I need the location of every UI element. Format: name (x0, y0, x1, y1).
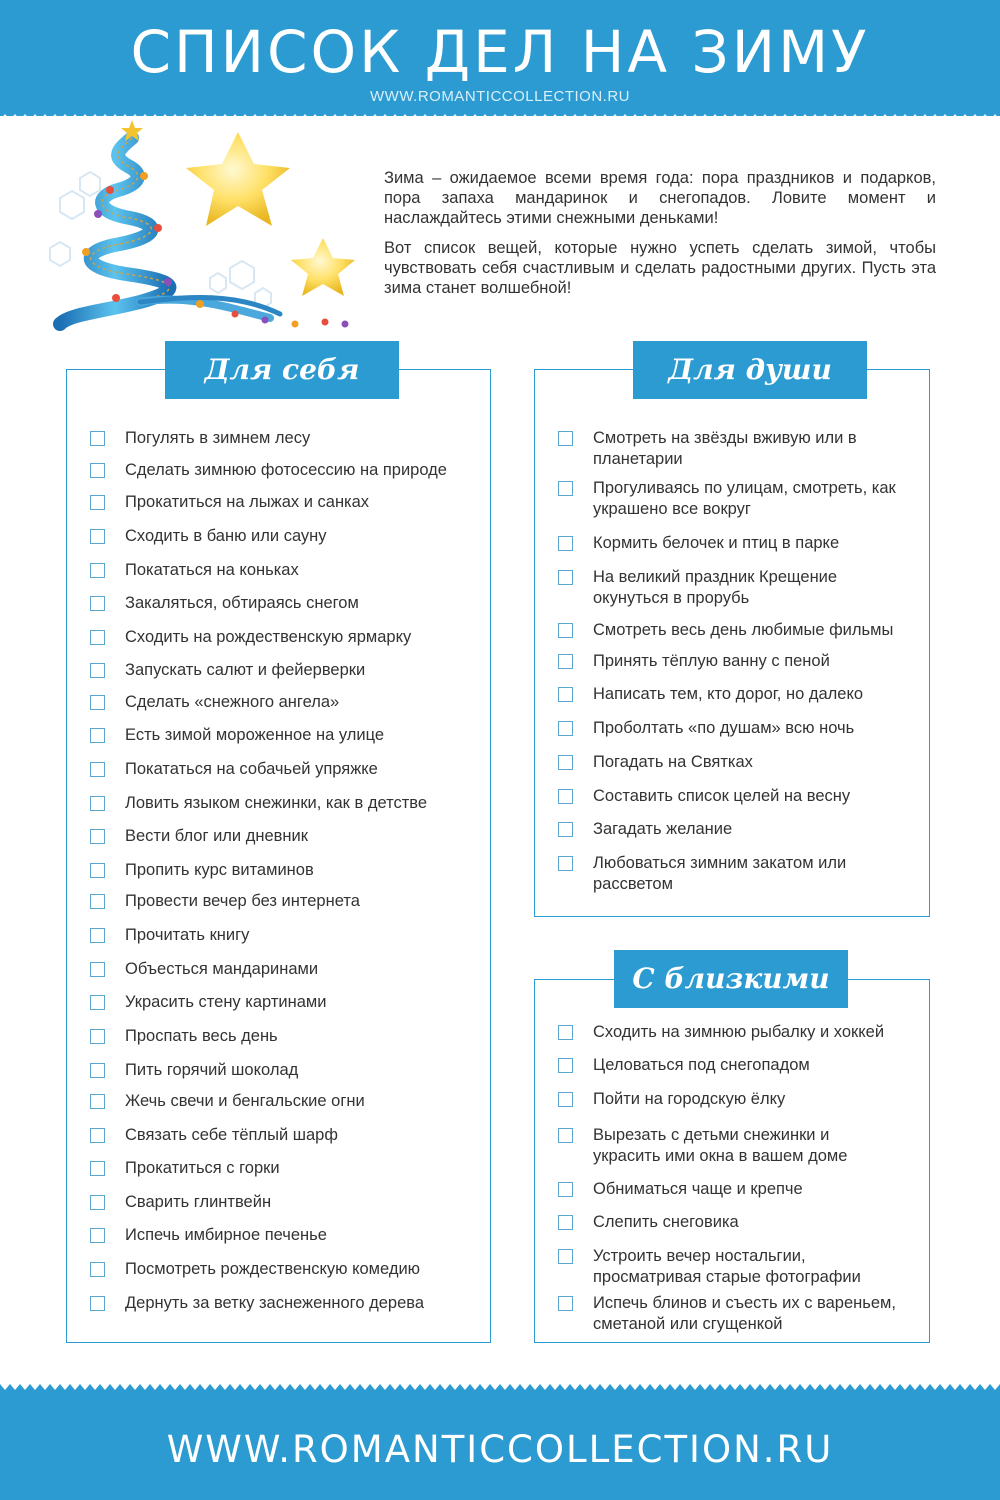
checklist-item-label: Составить список целей на весну (593, 787, 851, 805)
checkbox[interactable] (90, 663, 105, 678)
checklist-item[interactable] (90, 1259, 470, 1280)
checklist-item-label: Жечь свечи и бенгальские огни (125, 1092, 365, 1110)
checklist-item-label: Сделать зимнюю фотосессию на природе (125, 461, 447, 479)
checkbox[interactable] (558, 1215, 573, 1230)
checklist-item[interactable] (558, 1293, 898, 1335)
checklist-item[interactable] (90, 925, 470, 946)
checklist-item-label: Посмотреть рождественскую комедию (125, 1260, 421, 1278)
checkbox[interactable] (90, 728, 105, 743)
checklist-item-label: Пойти на городскую ёлку (593, 1090, 786, 1108)
checkbox[interactable] (558, 856, 573, 871)
checklist-item-label: Смотреть весь день любимые фильмы (593, 621, 894, 639)
checkbox[interactable] (90, 762, 105, 777)
checklist-item[interactable] (90, 1026, 470, 1047)
checkbox[interactable] (90, 596, 105, 611)
checkbox[interactable] (90, 1029, 105, 1044)
checkbox[interactable] (558, 789, 573, 804)
checkbox[interactable] (558, 1249, 573, 1264)
checklist-item[interactable] (90, 1158, 470, 1179)
checklist-item-label: Прочитать книгу (125, 926, 250, 944)
checklist-item-label: Сходить в баню или сауну (125, 527, 327, 545)
checklist-item[interactable] (90, 526, 470, 547)
checklist-item-label: Пить горячий шоколад (125, 1061, 299, 1079)
checklist-item[interactable] (558, 1022, 898, 1043)
checklist-item[interactable] (90, 826, 470, 847)
checkbox[interactable] (558, 1025, 573, 1040)
checklist-item-label: Запускать салют и фейерверки (125, 661, 366, 679)
checkbox[interactable] (558, 1058, 573, 1073)
checkbox[interactable] (558, 1128, 573, 1143)
checklist-item[interactable] (90, 692, 470, 713)
checklist-item[interactable] (558, 1089, 898, 1110)
intro-text (384, 168, 936, 308)
checklist-item-label: Проболтать «по душам» всю ночь (593, 719, 855, 737)
checklist-item-label: Украсить стену картинами (125, 993, 327, 1011)
checklist-item[interactable] (90, 860, 470, 881)
checklist-item[interactable] (90, 492, 470, 513)
checklist-item-label: На великий праздник Крещение окунуться в прорубь (593, 568, 838, 607)
checklist-item-label: Ловить языком снежинки, как в детстве (125, 794, 428, 812)
checklist-item[interactable] (90, 725, 470, 746)
checklist-item-label: Целоваться под снегопадом (593, 1056, 810, 1074)
checklist-item-label: Обниматься чаще и крепче (593, 1180, 803, 1198)
checkbox[interactable] (558, 721, 573, 736)
checkbox[interactable] (90, 695, 105, 710)
checkbox[interactable] (558, 431, 573, 446)
checklist-item-label: Вести блог или дневник (125, 827, 308, 845)
header-url: WWW.ROMANTICCOLLECTION.RU (370, 88, 630, 105)
checkbox[interactable] (90, 1195, 105, 1210)
checklist-item[interactable] (90, 460, 470, 481)
checkbox[interactable] (90, 894, 105, 909)
checklist-item-label: Покататься на коньках (125, 561, 299, 579)
section-loved-title: С близкими (614, 950, 848, 1008)
intro-paragraph-2: Вот список вещей, которые нужно успеть сделать зимой, чтобы чувствовать себя счастливым и сделать радостными других. Пусть эта зима станет волшебной! (384, 239, 936, 297)
checklist-item[interactable] (558, 1179, 898, 1200)
section-self (66, 369, 491, 1343)
medium-star-icon (291, 238, 355, 296)
checkbox[interactable] (90, 529, 105, 544)
intro-paragraph-1: Зима – ожидаемое всеми время года: пора праздников и подарков, пора запаха мандаринок и снегопадов. Ловите момент и наслаждайтесь этими снежными деньками! (384, 169, 936, 227)
checkbox[interactable] (558, 570, 573, 585)
zigzag-border (0, 1384, 1000, 1392)
section-soul (534, 369, 930, 917)
checklist-item-label: Проспать весь день (125, 1027, 278, 1045)
checkbox[interactable] (90, 1262, 105, 1277)
checkbox[interactable] (90, 928, 105, 943)
checklist-item-label: Вырезать с детьми снежинки и украсить ими окна в вашем доме (593, 1126, 848, 1165)
checklist-item[interactable] (90, 759, 470, 780)
checklist-item[interactable] (558, 567, 898, 609)
checkbox[interactable] (558, 481, 573, 496)
christmas-tree-illustration (40, 118, 380, 340)
checklist-item[interactable] (558, 1055, 898, 1076)
checklist-item[interactable] (558, 620, 898, 641)
checklist-item-label: Погулять в зимнем лесу (125, 429, 311, 447)
checklist-item[interactable] (558, 853, 898, 895)
checklist-item[interactable] (558, 651, 898, 672)
checklist-item-label: Любоваться зимним закатом или рассветом (593, 854, 847, 893)
checklist-item[interactable] (90, 660, 470, 681)
checkbox[interactable] (90, 1161, 105, 1176)
checklist-item-label: Принять тёплую ванну с пеной (593, 652, 830, 670)
checkbox[interactable] (558, 755, 573, 770)
checkbox[interactable] (90, 563, 105, 578)
checkbox[interactable] (558, 536, 573, 551)
checklist-item-label: Пропить курс витаминов (125, 861, 314, 879)
checklist-item-label: Прогуливаясь по улицам, смотреть, как украшено все вокруг (593, 479, 896, 518)
checklist-item[interactable] (90, 793, 470, 814)
checklist-item[interactable] (558, 752, 898, 773)
checklist-item-label: Устроить вечер ностальгии, просматривая старые фотографии (593, 1247, 861, 1286)
checklist-item-label: Прокатиться с горки (125, 1159, 280, 1177)
checklist-item[interactable] (90, 959, 470, 980)
checklist-item-label: Загадать желание (593, 820, 733, 838)
checkbox[interactable] (90, 829, 105, 844)
checkbox[interactable] (558, 1092, 573, 1107)
checklist-item-label: Связать себе тёплый шарф (125, 1126, 338, 1144)
checklist-item[interactable] (558, 819, 898, 840)
checklist-item[interactable] (90, 1192, 470, 1213)
section-loved (534, 979, 930, 1343)
checklist-item[interactable] (90, 593, 470, 614)
checkbox[interactable] (558, 822, 573, 837)
checklist-item-label: Сходить на рождественскую ярмарку (125, 628, 412, 646)
checklist-item-label: Прокатиться на лыжах и санках (125, 493, 370, 511)
checklist-item-label: Сделать «снежного ангела» (125, 693, 340, 711)
checkbox[interactable] (90, 431, 105, 446)
checkbox[interactable] (558, 654, 573, 669)
checkbox[interactable] (558, 687, 573, 702)
checklist-item-label: Объесться мандаринами (125, 960, 319, 978)
checklist-item[interactable] (90, 428, 470, 449)
checkbox[interactable] (90, 1063, 105, 1078)
checklist-item-label: Дернуть за ветку заснеженного дерева (125, 1294, 424, 1312)
checklist-item[interactable] (90, 1091, 470, 1112)
checklist-item-label: Покататься на собачьей упряжке (125, 760, 378, 778)
checklist-item[interactable] (90, 1060, 470, 1081)
checkbox[interactable] (558, 1182, 573, 1197)
checklist-item-label: Слепить снеговика (593, 1213, 739, 1231)
checkbox[interactable] (90, 796, 105, 811)
checklist-item[interactable] (558, 684, 898, 705)
checkbox[interactable] (90, 495, 105, 510)
checklist-item-label: Закаляться, обтираясь снегом (125, 594, 359, 612)
checkbox[interactable] (90, 962, 105, 977)
section-self-title: Для себя (165, 341, 399, 399)
checkbox[interactable] (90, 463, 105, 478)
big-star-icon (186, 132, 290, 226)
checklist-item-label: Испечь имбирное печенье (125, 1226, 327, 1244)
checklist-item[interactable] (558, 1212, 898, 1233)
checklist-item-label: Есть зимой мороженное на улице (125, 726, 385, 744)
checklist-item-label: Смотреть на звёзды вживую или в планетарии (593, 429, 857, 468)
checklist-item[interactable] (558, 533, 898, 554)
checklist-item[interactable] (558, 1246, 898, 1288)
checklist-item[interactable] (558, 1125, 898, 1167)
checklist-item-label: Кормить белочек и птиц в парке (593, 534, 840, 552)
checklist-item-label: Сходить на зимнюю рыбалку и хоккей (593, 1023, 885, 1041)
section-soul-title: Для души (633, 341, 867, 399)
checklist-item[interactable] (90, 1293, 470, 1314)
checklist-item-label: Написать тем, кто дорог, но далеко (593, 685, 864, 703)
checklist-item[interactable] (90, 1225, 470, 1246)
checkbox[interactable] (90, 630, 105, 645)
checklist-item[interactable] (90, 627, 470, 648)
checklist-item[interactable] (90, 992, 470, 1013)
checklist-item-label: Испечь блинов и съесть их с вареньем, сметаной или сгущенкой (593, 1294, 896, 1333)
checkbox[interactable] (90, 1228, 105, 1243)
checklist-item[interactable] (90, 560, 470, 581)
checklist-item[interactable] (558, 786, 898, 807)
checkbox[interactable] (90, 1296, 105, 1311)
checklist-item-label: Сварить глинтвейн (125, 1193, 272, 1211)
checklist-item[interactable] (90, 1125, 470, 1146)
checkbox[interactable] (558, 1296, 573, 1311)
checklist-item[interactable] (558, 478, 898, 520)
checklist-item-label: Провести вечер без интернета (125, 892, 360, 910)
page-title: СПИСОК ДЕЛ НА ЗИМУ (130, 18, 870, 86)
checklist-item[interactable] (558, 718, 898, 739)
checkbox[interactable] (558, 623, 573, 638)
checklist-item-label: Погадать на Святках (593, 753, 753, 771)
checklist-item[interactable] (90, 891, 470, 912)
checkbox[interactable] (90, 1094, 105, 1109)
checkbox[interactable] (90, 863, 105, 878)
checkbox[interactable] (90, 995, 105, 1010)
checklist-item[interactable] (558, 428, 898, 470)
footer-url: WWW.ROMANTICCOLLECTION.RU (166, 1428, 834, 1471)
checkbox[interactable] (90, 1128, 105, 1143)
